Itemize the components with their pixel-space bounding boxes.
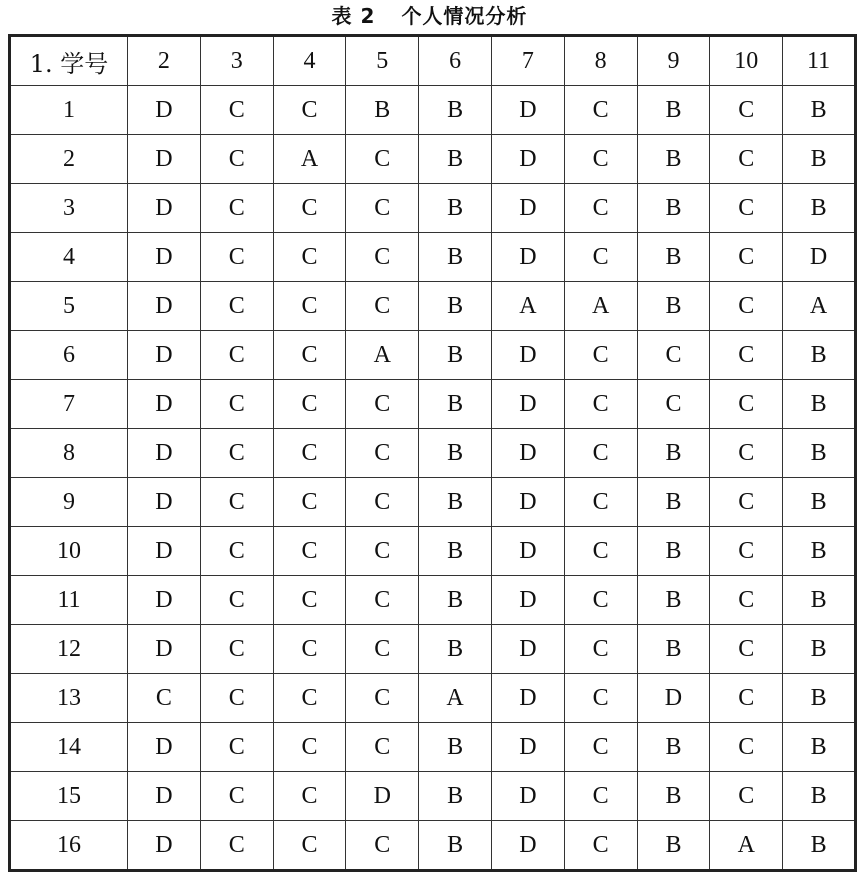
answer-cell: C xyxy=(346,723,419,772)
answer-cell: C xyxy=(564,772,637,821)
answer-cell: C xyxy=(710,331,783,380)
answer-cell: C xyxy=(637,380,710,429)
answer-cell: D xyxy=(128,527,201,576)
answer-cell: C xyxy=(710,772,783,821)
answer-cell: C xyxy=(200,527,273,576)
answer-cell: B xyxy=(419,625,492,674)
answer-cell: D xyxy=(128,723,201,772)
answer-cell: B xyxy=(637,282,710,331)
answer-cell: C xyxy=(564,380,637,429)
answer-cell: C xyxy=(200,380,273,429)
table-row xyxy=(10,625,856,674)
answer-cell: C xyxy=(564,576,637,625)
answer-cell: B xyxy=(419,478,492,527)
answer-cell: C xyxy=(346,429,419,478)
answer-cell: C xyxy=(273,233,346,282)
answer-cell: C xyxy=(273,86,346,135)
answer-cell: B xyxy=(419,723,492,772)
answer-cell: B xyxy=(637,184,710,233)
table-body xyxy=(10,86,856,871)
answer-cell: D xyxy=(491,674,564,723)
answer-cell: C xyxy=(346,478,419,527)
answer-cell: C xyxy=(200,772,273,821)
answer-cell: D xyxy=(491,625,564,674)
student-id-cell: 9 xyxy=(10,478,128,527)
answer-cell: C xyxy=(710,233,783,282)
answer-cell: C xyxy=(273,576,346,625)
column-header-q11: 11 xyxy=(783,36,856,86)
table-row xyxy=(10,527,856,576)
answer-cell: D xyxy=(128,282,201,331)
answer-cell: D xyxy=(491,576,564,625)
answer-cell: A xyxy=(273,135,346,184)
table-row xyxy=(10,674,856,723)
answer-cell: C xyxy=(710,478,783,527)
table-row xyxy=(10,429,856,478)
answer-cell: C xyxy=(200,184,273,233)
answer-cell: C xyxy=(346,527,419,576)
answer-cell: B xyxy=(346,86,419,135)
answer-cell: D xyxy=(128,772,201,821)
answer-cell: D xyxy=(491,86,564,135)
answer-cell: B xyxy=(419,380,492,429)
student-id-cell: 2 xyxy=(10,135,128,184)
column-header-q9: 9 xyxy=(637,36,710,86)
answer-cell: B xyxy=(783,184,856,233)
table-row xyxy=(10,772,856,821)
answer-cell: C xyxy=(273,478,346,527)
answer-cell: C xyxy=(710,625,783,674)
answer-cell: B xyxy=(419,576,492,625)
answer-cell: C xyxy=(710,429,783,478)
column-header-q4: 4 xyxy=(273,36,346,86)
answer-cell: B xyxy=(783,625,856,674)
student-id-cell: 3 xyxy=(10,184,128,233)
answer-cell: B xyxy=(419,331,492,380)
answer-cell: B xyxy=(419,184,492,233)
answer-cell: C xyxy=(710,135,783,184)
answer-cell: C xyxy=(200,331,273,380)
answer-cell: C xyxy=(200,233,273,282)
answer-cell: C xyxy=(200,674,273,723)
answer-cell: C xyxy=(564,723,637,772)
answer-cell: C xyxy=(564,233,637,282)
answer-cell: C xyxy=(564,184,637,233)
answer-cell: B xyxy=(419,821,492,871)
answer-cell: C xyxy=(346,821,419,871)
student-id-cell: 13 xyxy=(10,674,128,723)
answer-cell: C xyxy=(200,86,273,135)
answer-cell: C xyxy=(200,135,273,184)
student-id-cell: 5 xyxy=(10,282,128,331)
answer-cell: C xyxy=(564,625,637,674)
answer-cell: C xyxy=(564,429,637,478)
answer-cell: B xyxy=(419,135,492,184)
table-header-row xyxy=(10,36,856,86)
answer-cell: B xyxy=(637,478,710,527)
table-row xyxy=(10,723,856,772)
answer-cell: C xyxy=(346,380,419,429)
answer-cell: D xyxy=(128,135,201,184)
answer-cell: D xyxy=(128,184,201,233)
table-row xyxy=(10,380,856,429)
answer-cell: B xyxy=(783,576,856,625)
answer-cell: B xyxy=(783,86,856,135)
answer-cell: D xyxy=(491,478,564,527)
answer-cell: B xyxy=(419,429,492,478)
answer-cell: B xyxy=(637,527,710,576)
answer-cell: C xyxy=(346,674,419,723)
column-header-q10: 10 xyxy=(710,36,783,86)
answer-cell: B xyxy=(637,723,710,772)
caption-label: 表 2 xyxy=(331,4,376,28)
student-id-cell: 8 xyxy=(10,429,128,478)
answer-cell: D xyxy=(491,723,564,772)
table-row xyxy=(10,282,856,331)
answer-cell: B xyxy=(419,282,492,331)
answer-cell: B xyxy=(637,86,710,135)
analysis-table xyxy=(8,34,857,872)
answer-cell: B xyxy=(783,429,856,478)
answer-cell: C xyxy=(273,380,346,429)
answer-cell: A xyxy=(346,331,419,380)
answer-cell: C xyxy=(564,478,637,527)
answer-cell: D xyxy=(783,233,856,282)
column-header-q6: 6 xyxy=(419,36,492,86)
answer-cell: C xyxy=(564,86,637,135)
answer-cell: C xyxy=(273,723,346,772)
answer-cell: B xyxy=(637,429,710,478)
answer-cell: D xyxy=(128,821,201,871)
student-id-cell: 7 xyxy=(10,380,128,429)
table-row xyxy=(10,478,856,527)
answer-cell: C xyxy=(710,184,783,233)
student-id-cell: 14 xyxy=(10,723,128,772)
table-row xyxy=(10,135,856,184)
answer-cell: B xyxy=(419,233,492,282)
answer-cell: B xyxy=(419,772,492,821)
answer-cell: D xyxy=(128,429,201,478)
answer-cell: C xyxy=(200,723,273,772)
answer-cell: B xyxy=(637,576,710,625)
column-header-q3: 3 xyxy=(200,36,273,86)
table-row xyxy=(10,821,856,871)
answer-cell: B xyxy=(783,674,856,723)
answer-cell: A xyxy=(491,282,564,331)
answer-cell: C xyxy=(710,674,783,723)
answer-cell: D xyxy=(128,380,201,429)
answer-cell: D xyxy=(491,184,564,233)
student-id-cell: 4 xyxy=(10,233,128,282)
table-row xyxy=(10,576,856,625)
answer-cell: C xyxy=(710,282,783,331)
answer-cell: C xyxy=(346,282,419,331)
answer-cell: D xyxy=(128,331,201,380)
student-id-cell: 6 xyxy=(10,331,128,380)
answer-cell: C xyxy=(564,527,637,576)
answer-cell: B xyxy=(783,772,856,821)
student-id-cell: 11 xyxy=(10,576,128,625)
answer-cell: C xyxy=(346,233,419,282)
table-row xyxy=(10,331,856,380)
answer-cell: D xyxy=(491,527,564,576)
answer-cell: C xyxy=(200,821,273,871)
answer-cell: C xyxy=(637,331,710,380)
answer-cell: B xyxy=(637,772,710,821)
answer-cell: C xyxy=(273,429,346,478)
table-row xyxy=(10,233,856,282)
table-caption xyxy=(0,0,859,32)
answer-cell: D xyxy=(128,86,201,135)
answer-cell: C xyxy=(346,625,419,674)
answer-cell: C xyxy=(710,527,783,576)
answer-cell: D xyxy=(346,772,419,821)
answer-cell: C xyxy=(564,674,637,723)
answer-cell: B xyxy=(783,478,856,527)
answer-cell: A xyxy=(710,821,783,871)
answer-cell: D xyxy=(491,821,564,871)
caption-title: 个人情况分析 xyxy=(401,4,528,28)
student-id-cell: 15 xyxy=(10,772,128,821)
answer-cell: D xyxy=(491,429,564,478)
answer-cell: C xyxy=(200,625,273,674)
column-header-q7: 7 xyxy=(491,36,564,86)
answer-cell: B xyxy=(419,86,492,135)
answer-cell: C xyxy=(273,772,346,821)
answer-cell: D xyxy=(128,625,201,674)
answer-cell: C xyxy=(710,576,783,625)
student-id-cell: 16 xyxy=(10,821,128,871)
answer-cell: C xyxy=(564,821,637,871)
answer-cell: C xyxy=(273,674,346,723)
student-id-cell: 12 xyxy=(10,625,128,674)
answer-cell: C xyxy=(200,576,273,625)
answer-cell: C xyxy=(273,821,346,871)
answer-cell: B xyxy=(783,135,856,184)
answer-cell: B xyxy=(637,821,710,871)
answer-cell: D xyxy=(128,233,201,282)
column-header-student-id: 1. 学号 xyxy=(10,36,128,86)
answer-cell: B xyxy=(637,233,710,282)
answer-cell: B xyxy=(783,527,856,576)
answer-cell: C xyxy=(564,331,637,380)
answer-cell: C xyxy=(273,282,346,331)
answer-cell: C xyxy=(346,184,419,233)
answer-cell: C xyxy=(128,674,201,723)
answer-cell: B xyxy=(419,527,492,576)
answer-cell: B xyxy=(783,723,856,772)
student-id-cell: 10 xyxy=(10,527,128,576)
answer-cell: D xyxy=(128,576,201,625)
answer-cell: C xyxy=(273,527,346,576)
answer-cell: D xyxy=(491,135,564,184)
answer-cell: C xyxy=(710,380,783,429)
answer-cell: A xyxy=(783,282,856,331)
table-row xyxy=(10,184,856,233)
answer-cell: D xyxy=(128,478,201,527)
answer-cell: B xyxy=(783,380,856,429)
answer-cell: C xyxy=(273,184,346,233)
answer-cell: D xyxy=(637,674,710,723)
answer-cell: C xyxy=(273,625,346,674)
column-header-q8: 8 xyxy=(564,36,637,86)
answer-cell: A xyxy=(419,674,492,723)
answer-cell: C xyxy=(346,576,419,625)
answer-cell: C xyxy=(200,429,273,478)
answer-cell: D xyxy=(491,772,564,821)
answer-cell: C xyxy=(346,135,419,184)
answer-cell: B xyxy=(637,135,710,184)
table-row xyxy=(10,86,856,135)
answer-cell: D xyxy=(491,331,564,380)
answer-cell: C xyxy=(200,478,273,527)
answer-cell: C xyxy=(710,86,783,135)
student-id-cell: 1 xyxy=(10,86,128,135)
answer-cell: B xyxy=(637,625,710,674)
answer-cell: D xyxy=(491,380,564,429)
answer-cell: B xyxy=(783,821,856,871)
answer-cell: C xyxy=(273,331,346,380)
answer-cell: C xyxy=(200,282,273,331)
answer-cell: B xyxy=(783,331,856,380)
column-header-q5: 5 xyxy=(346,36,419,86)
answer-cell: D xyxy=(491,233,564,282)
answer-cell: C xyxy=(564,135,637,184)
answer-cell: A xyxy=(564,282,637,331)
answer-cell: C xyxy=(710,723,783,772)
column-header-q2: 2 xyxy=(128,36,201,86)
